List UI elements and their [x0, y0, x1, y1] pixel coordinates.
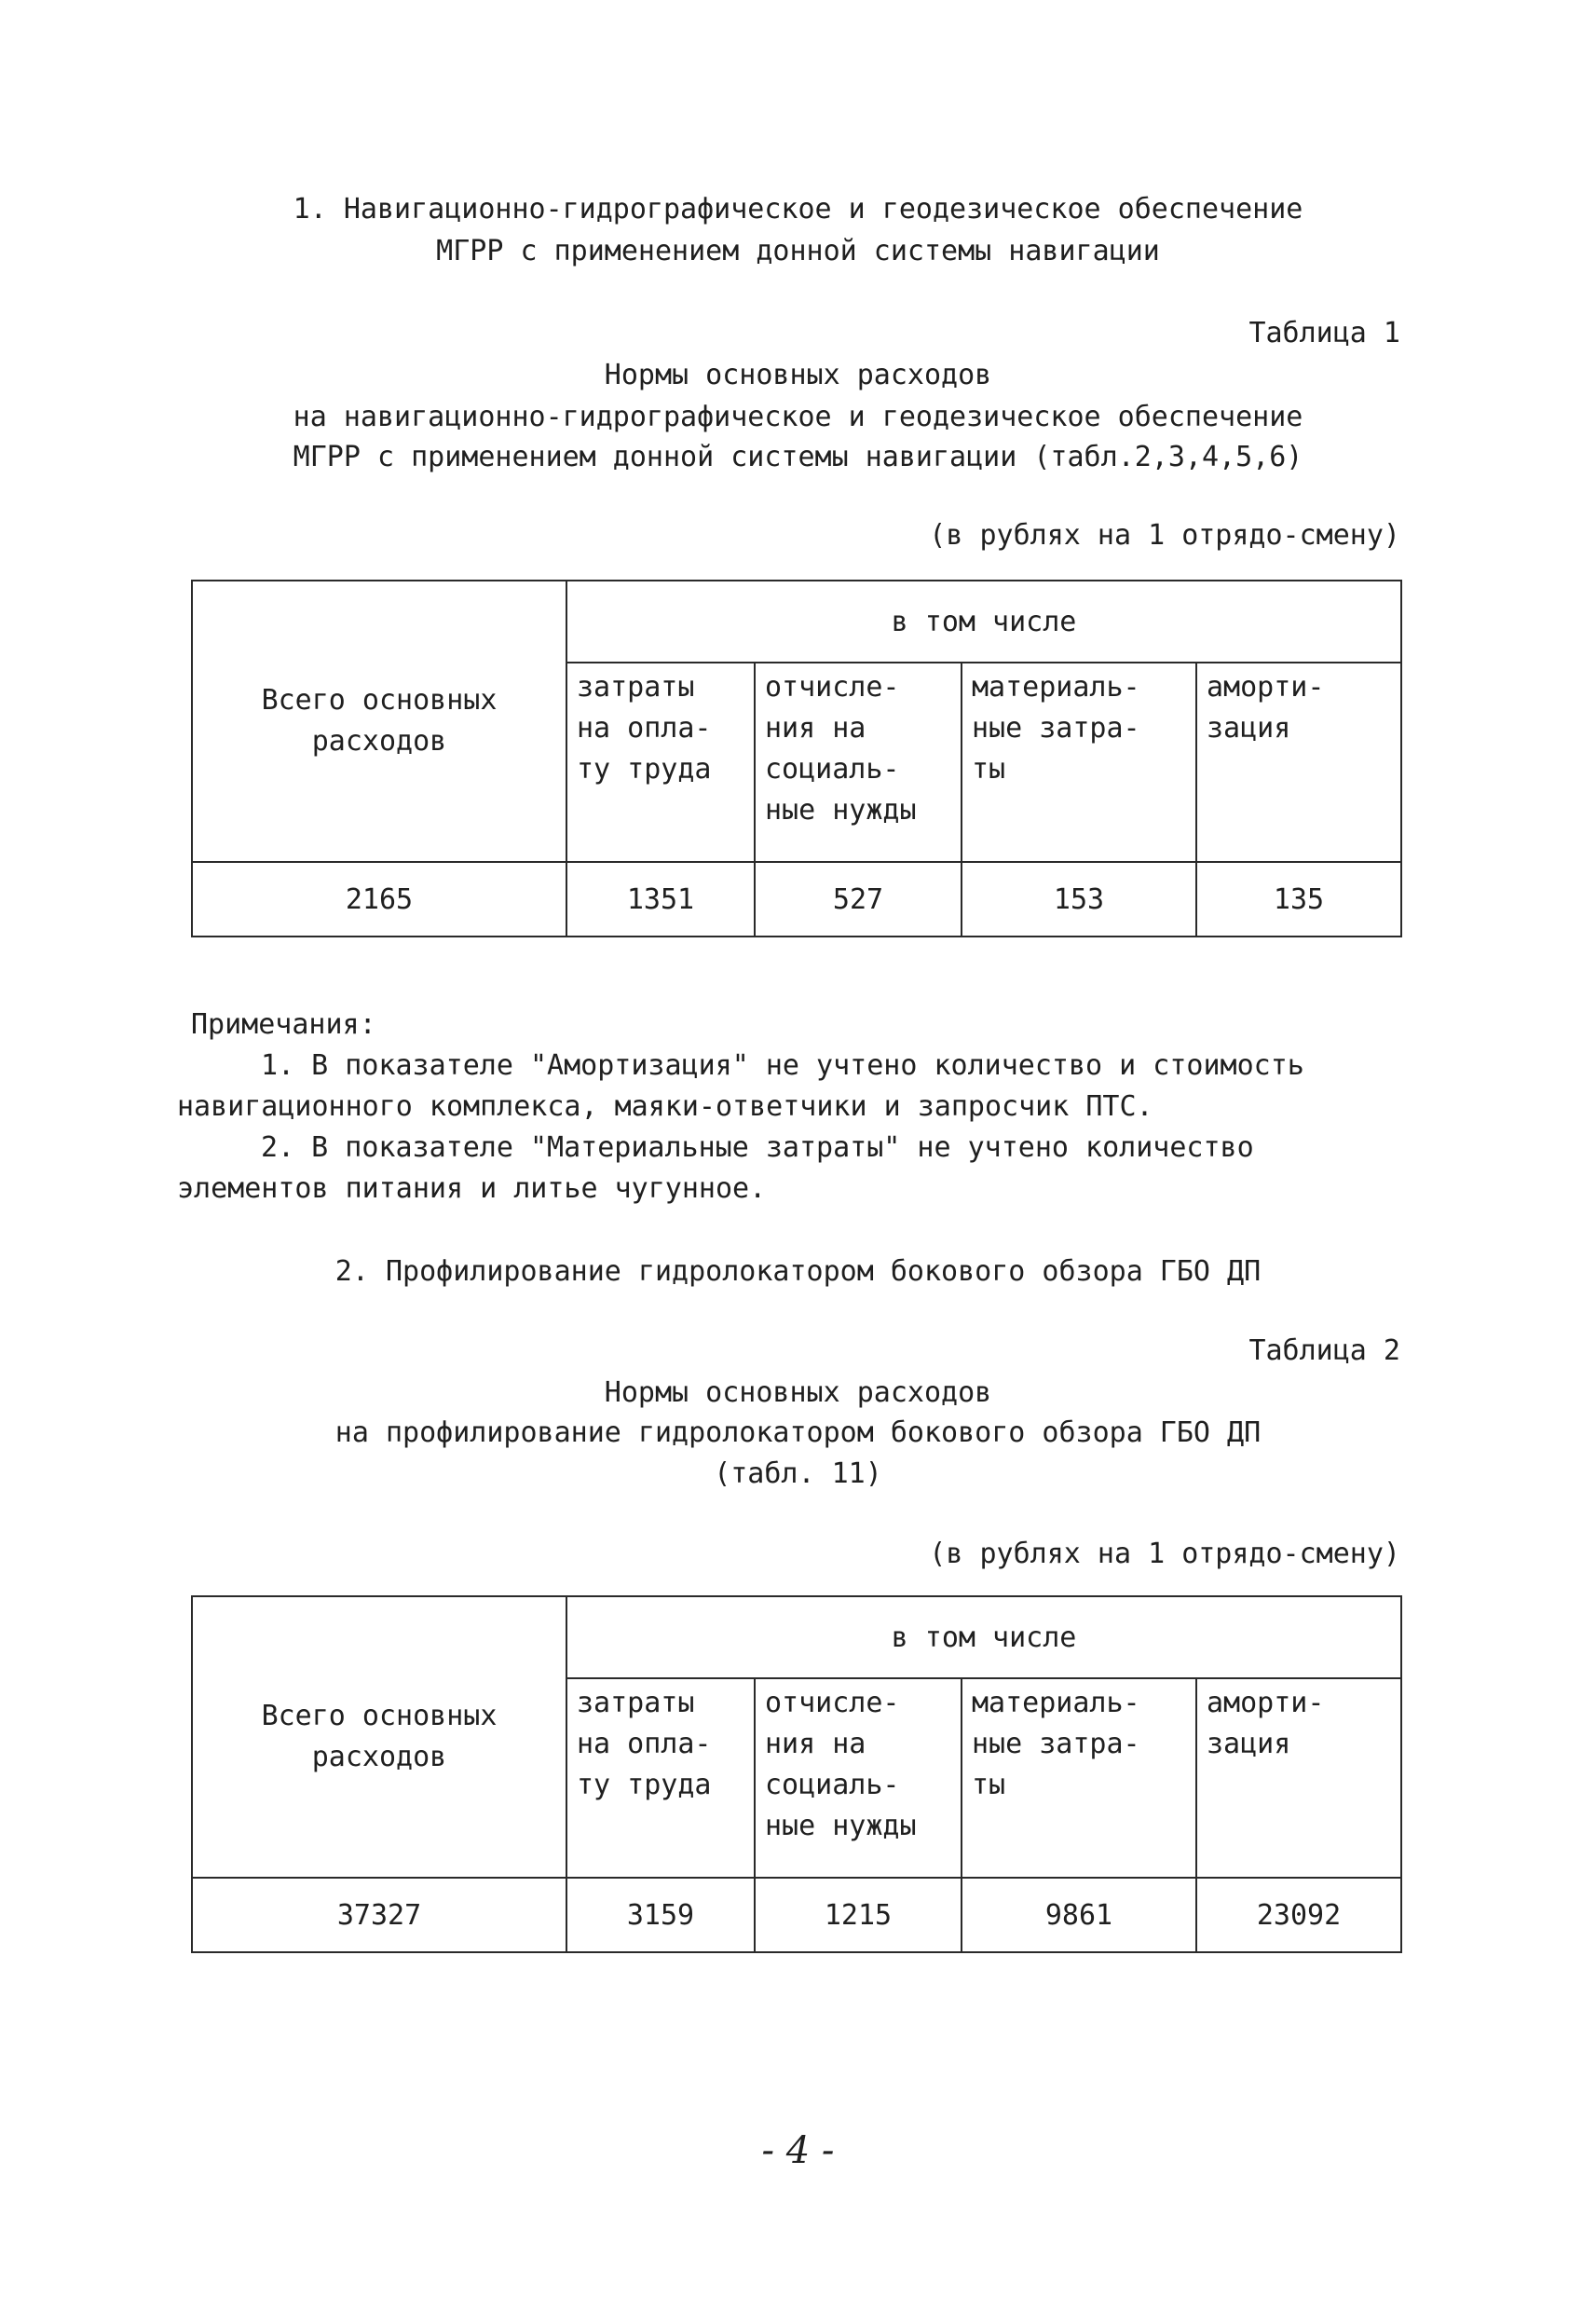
table1-col-amortization: аморти- зация	[1196, 663, 1401, 862]
notes-body	[177, 1046, 1416, 1210]
section2-heading: 2. Профилирование гидролокатором бокового обзора ГБО ДП	[334, 1255, 1262, 1288]
table2-total-header: Всего основных расходов	[192, 1596, 566, 1878]
table1-cell-social: 527	[755, 862, 962, 937]
table1-title-line2: на навигационно-гидрографическое и геодезическое обеспечение	[293, 401, 1303, 433]
table1	[191, 580, 1402, 937]
table2-col-amortization: аморти- зация	[1196, 1678, 1401, 1878]
table2	[191, 1595, 1402, 1953]
table2-row	[192, 1878, 1401, 1952]
table1-total-header: Всего основных расходов	[192, 581, 566, 862]
table2-title-line3: (табл. 11)	[714, 1457, 882, 1490]
section1-heading-line2: МГРР с применением донной системы навигации	[436, 235, 1160, 267]
table2-title-line1: Нормы основных расходов	[604, 1376, 992, 1409]
table2-cell-amortization: 23092	[1196, 1878, 1401, 1952]
table2-col-labor: затраты на опла- ту труда	[566, 1678, 755, 1878]
table1-row	[192, 862, 1401, 937]
table1-cell-labor: 1351	[566, 862, 755, 937]
table1-cell-amortization: 135	[1196, 862, 1401, 937]
note-2: 2. В показателе "Материальные затраты" не учтено количество элементов питания и литье чугунное.	[177, 1131, 1254, 1205]
table2-cell-material: 9861	[962, 1878, 1196, 1952]
table2-col-material: материаль- ные затра- ты	[962, 1678, 1196, 1878]
table1-units: (в рублях на 1 отрядо-смену)	[929, 519, 1400, 552]
table1-col-material: материаль- ные затра- ты	[962, 663, 1196, 862]
table2-col-social: отчисле- ния на социаль- ные нужды	[755, 1678, 962, 1878]
table1-cell-total: 2165	[192, 862, 566, 937]
table1-cell-material: 153	[962, 862, 1196, 937]
table2-group-header: в том числе	[566, 1596, 1401, 1678]
table1-label: Таблица 1	[1248, 317, 1400, 349]
table2-title-line2: на профилирование гидролокатором бокового обзора ГБО ДП	[334, 1416, 1262, 1449]
table2-units: (в рублях на 1 отрядо-смену)	[929, 1538, 1400, 1570]
table1-col-social: отчисле- ния на социаль- ные нужды	[755, 663, 962, 862]
table2-cell-labor: 3159	[566, 1878, 755, 1952]
table2-cell-total: 37327	[192, 1878, 566, 1952]
note-1: 1. В показателе "Амортизация" не учтено количество и стоимость навигационного комплекса, маяки-ответчики и запросчик ПТС.	[177, 1049, 1304, 1123]
page-number: - 4 -	[761, 2129, 835, 2172]
table2-label: Таблица 2	[1248, 1334, 1400, 1367]
table1-col-labor: затраты на опла- ту труда	[566, 663, 755, 862]
table1-group-header: в том числе	[566, 581, 1401, 663]
table1-title-line1: Нормы основных расходов	[604, 359, 992, 391]
section1-heading-line1: 1. Навигационно-гидрографическое и геодезическое обеспечение	[293, 193, 1303, 226]
table2-cell-social: 1215	[755, 1878, 962, 1952]
notes-title: Примечания:	[191, 1008, 376, 1041]
table1-title-line3: МГРР с применением донной системы навигации (табл.2,3,4,5,6)	[293, 441, 1303, 473]
